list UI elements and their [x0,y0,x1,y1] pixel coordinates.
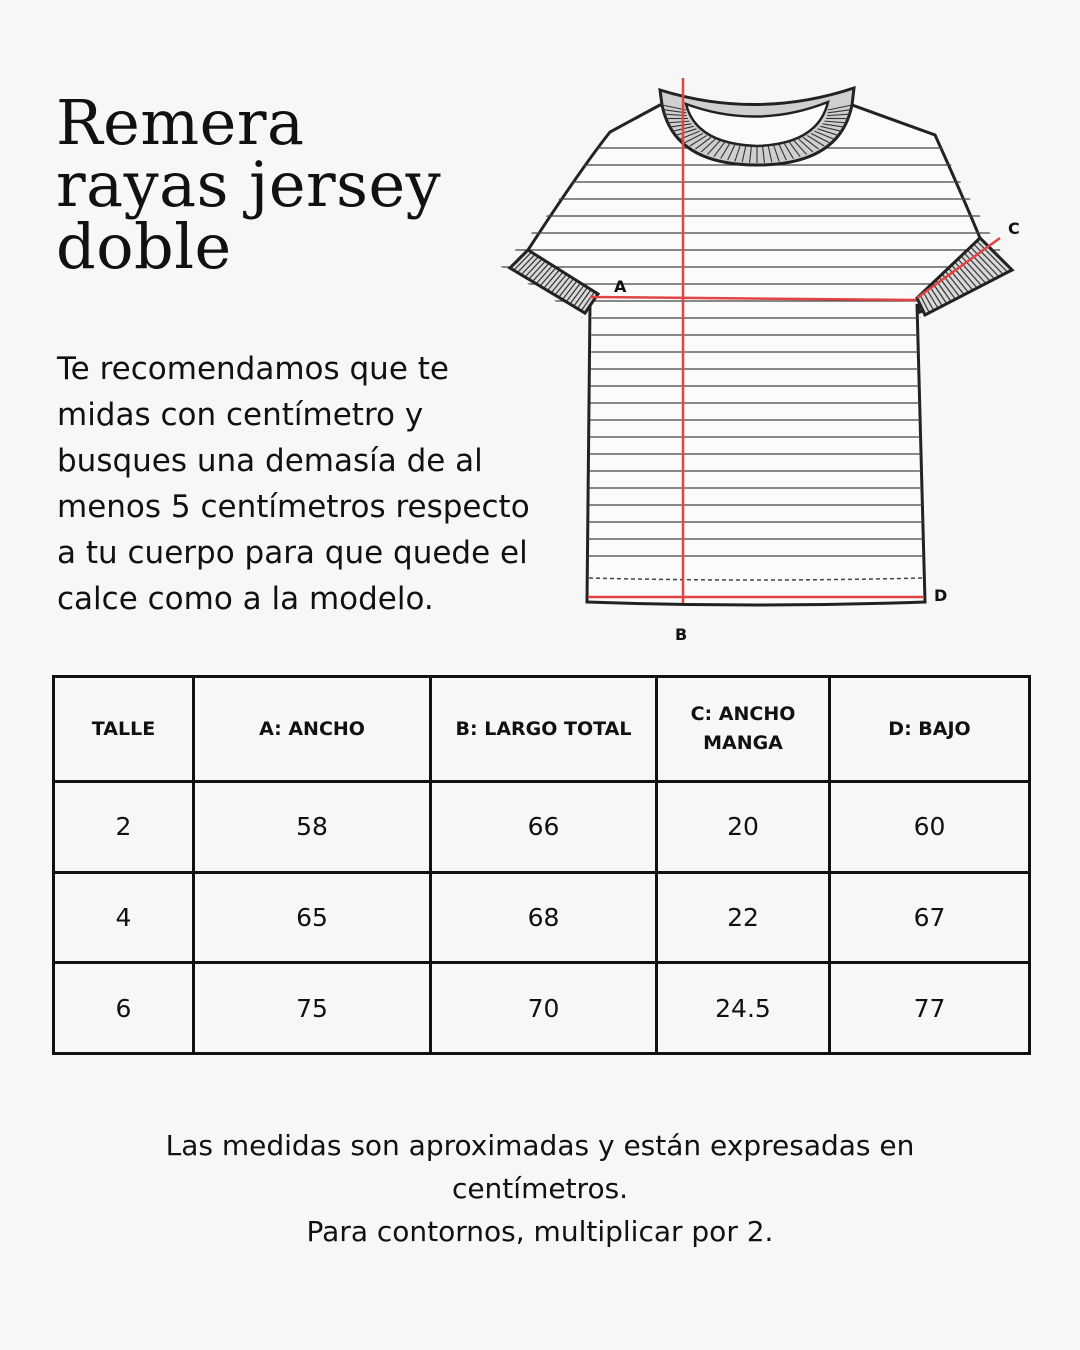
header-talle: TALLE [54,677,194,782]
cell-talle: 2 [54,782,194,873]
label-d: D [934,586,948,605]
label-b: B [675,625,688,644]
cell-largo: 70 [431,963,657,1054]
title-line-3: doble [56,210,232,283]
cell-manga: 24.5 [657,963,830,1054]
tshirt-diagram [480,60,1040,660]
page-title [56,86,442,283]
cell-ancho: 65 [194,872,431,963]
table-row [54,872,1030,963]
cell-bajo: 60 [830,782,1030,873]
intro-text: Te recomendamos que te midas con centímetro y busques una demasía de al menos 5 centímetros respecto a tu cuerpo para que quede el calce como a la modelo. [57,351,530,617]
cell-ancho: 58 [194,782,431,873]
cell-largo: 68 [431,872,657,963]
label-c: C [1008,219,1020,238]
shirt-outline [510,105,1012,605]
header-bajo: D: BAJO [830,677,1030,782]
header-ancho: A: ANCHO [194,677,431,782]
cell-largo: 66 [431,782,657,873]
footnote-line-1: Las medidas son aproximadas y están expresadas en centímetros. [165,1129,915,1205]
table-row [54,782,1030,873]
header-ancho-manga: C: ANCHO MANGA [657,677,830,782]
table-header-row [54,677,1030,782]
cell-ancho: 75 [194,963,431,1054]
footnote [90,1124,990,1253]
label-a: A [614,277,627,296]
cell-bajo: 77 [830,963,1030,1054]
title-line-2: rayas jersey [56,148,442,221]
cell-talle: 4 [54,872,194,963]
cell-bajo: 67 [830,872,1030,963]
footnote-line-2: Para contornos, multiplicar por 2. [306,1215,774,1248]
table-row [54,963,1030,1054]
cell-talle: 6 [54,963,194,1054]
header-largo-total: B: LARGO TOTAL [431,677,657,782]
title-line-1: Remera [56,86,305,159]
cell-manga: 20 [657,782,830,873]
cell-manga: 22 [657,872,830,963]
size-table [52,675,1031,1055]
